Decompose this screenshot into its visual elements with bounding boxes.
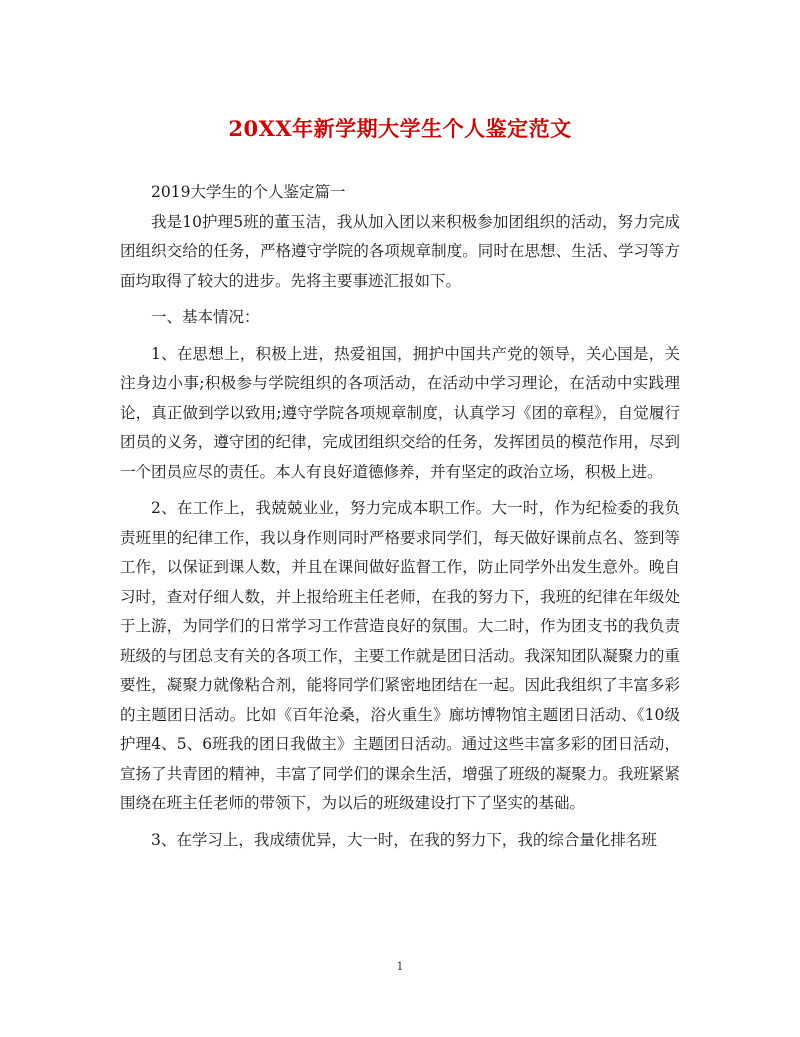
paragraph-study: 3、在学习上，我成绩优异，大一时，在我的努力下，我的综合量化排名班 bbox=[151, 830, 657, 849]
paragraph-work: 2、在工作上，我兢兢业业，努力完成本职工作。大一时，作为纪检委的我负责班里的纪律工作，我以身作则同时严格要求同学们，每天做好课前点名、签到等工作，以保证到课人数，并且在课间做好监督工作，防止同学外出发生意外。晚自习时，查对仔细人数，并上报给班主任老师，在我的努力下，我班的纪律在年级处于上游，为同学们的日常学习工作营造良好的氛围。大二时，作为团支书的我负责班级的与团总支有关的各项工作，主要工作就是团日活动。我深知团队凝聚力的重要性，凝聚力就像粘合剂，能将同学们紧密地团结在一起。因此我组织了丰富多彩的主题团日活动。比如《百年沧桑，浴火重生》廊坊博物馆主题团日活动、《10级护理4、5、6班我的团日我做主》主题团日活动。通过这些丰富多彩的团日活动，宣扬了共青团的精神，丰富了同学们的课余生活，增强了班级的凝聚力。我班紧紧围绕在班主任老师的带领下，为以后的班级建设打下了坚实的基础。 bbox=[120, 499, 680, 812]
paragraph-intro: 我是10护理5班的董玉洁，我从加入团以来积极参加团组织的活动，努力完成团组织交给的任务，严格遵守学院的各项规章制度。同时在思想、生活、学习等方面均取得了较大的进步。先将主要事迹汇报如下。 bbox=[120, 212, 680, 290]
page-number: 1 bbox=[396, 960, 404, 973]
document-body bbox=[120, 178, 680, 855]
paragraph-basic-info-heading: 一、基本情况： bbox=[151, 308, 260, 326]
paragraph-thought: 1、在思想上，积极上进，热爱祖国，拥护中国共产党的领导，关心国是，关注身边小事;积极参与学院组织的各项活动，在活动中学习理论，在活动中实践理论，真正做到学以致用;遵守学院各项规章制度，认真学习《团的章程》，自觉履行团员的义务，遵守团的纪律，完成团组织交给的任务，发挥团员的模范作用，尽到一个团员应尽的责任。本人有良好道德修养，并有坚定的政治立场，积极上进。 bbox=[120, 344, 680, 481]
document-title: 20XX年新学期大学生个人鉴定范文 bbox=[228, 116, 572, 141]
section-heading: 2019大学生的个人鉴定篇一 bbox=[151, 183, 346, 201]
